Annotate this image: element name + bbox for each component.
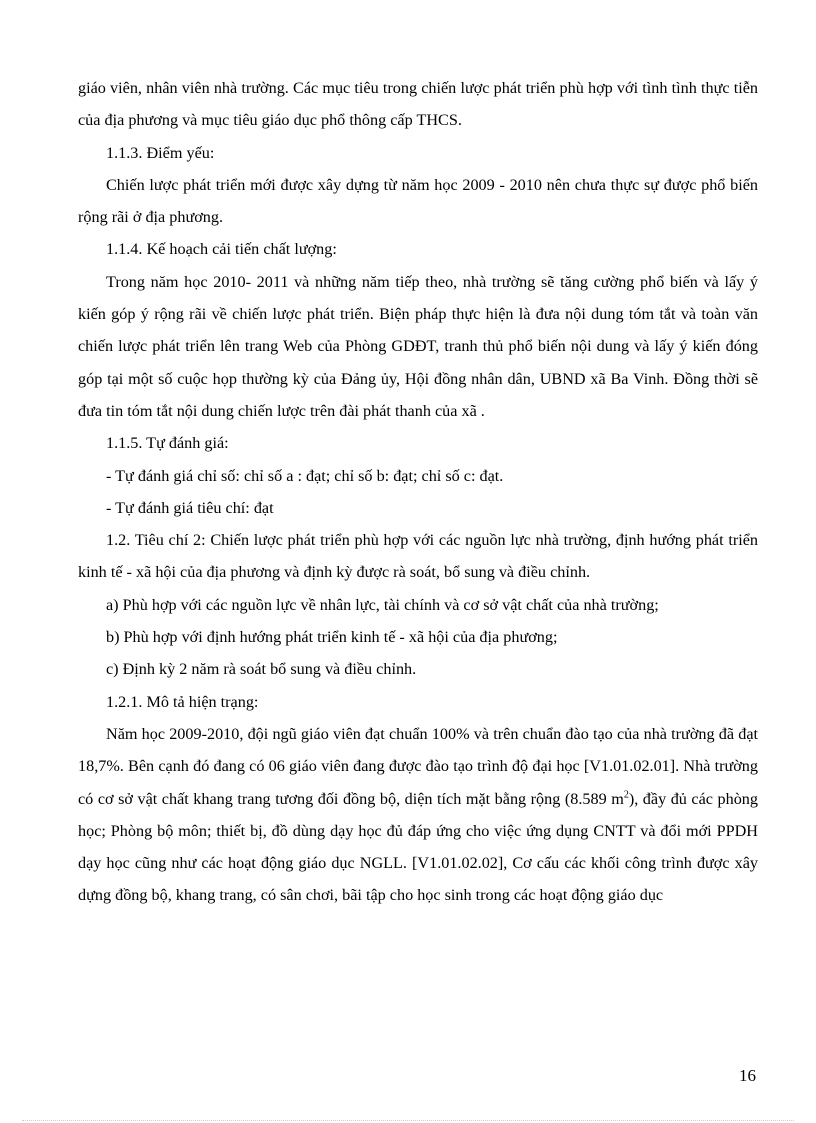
paragraph-improvement-plan: Trong năm học 2010- 2011 và những năm tiếp theo, nhà trường sẽ tăng cường phổ biến và lấy ý kiến góp ý rộng rãi về chiến lược phát triển. Biện pháp thực hiện là đưa nội dung tóm tắt và toàn văn chiến lược phát triển lên trang Web của Phòng GDĐT, tranh thủ phổ biến nội dung và lấy ý kiến đóng góp tại một số cuộc họp thường kỳ của Đảng ủy, Hội đồng nhân dân, UBND xã Ba Vinh. Đồng thời sẽ đưa tin tóm tắt nội dung chiến lược trên đài phát thanh của xã . [78, 272, 758, 420]
page-bottom-divider [22, 1120, 794, 1121]
superscript-2: 2 [623, 789, 629, 801]
paragraph-current-status [78, 718, 758, 912]
paragraph-weakness: Chiến lược phát triển mới được xây dựng từ năm học 2009 - 2010 nên chưa thực sự được phổ biến rộng rãi ở địa phương. [78, 175, 758, 227]
self-assessment-indicators: - Tự đánh giá chỉ số: chỉ số a : đạt; chỉ số b: đạt; chỉ số c: đạt. [106, 466, 504, 485]
current-status-text-a: Năm học 2009-2010, đội ngũ giáo viên đạt chuẩn 100% và trên chuẩn đào tạo của nhà trường đã đạt 18,7%. Bên cạnh đó đang có 06 giáo viên đang được đào tạo trình độ đại học [V1.01.02.01]. Nhà trường có cơ sở vật chất khang trang tương đối đồng bộ, diện tích mặt bằng rộng (8.589 m [78, 724, 758, 808]
heading-1-1-5: 1.1.5. Tự đánh giá: [106, 434, 229, 453]
criterion-item-c: c) Định kỳ 2 năm rà soát bổ sung và điều chỉnh. [106, 660, 417, 679]
criterion-1-2-statement: 1.2. Tiêu chí 2: Chiến lược phát triển phù hợp với các nguồn lực nhà trường, định hướng phát triển kinh tế - xã hội của địa phương và định kỳ được rà soát, bổ sung và điều chỉnh. [78, 531, 758, 582]
criterion-item-b: b) Phù hợp với định hướng phát triển kinh tế - xã hội của địa phương; [106, 628, 558, 647]
document-body [78, 72, 758, 912]
current-status-text-b: ), đầy đủ các phòng học; Phòng bộ môn; thiết bị, đồ dùng dạy học đủ đáp ứng cho việc ứng dụng CNTT và đổi mới PPDH dạy học cũng như các hoạt động giáo dục NGLL. [V1.01.02.02], Cơ cấu các khối công trình được xây dựng đồng bộ, khang trang, có sân chơi, bãi tập cho học sinh trong các hoạt động giáo dục [78, 789, 758, 905]
heading-1-1-4: 1.1.4. Kế hoạch cải tiến chất lượng: [106, 240, 337, 259]
page-number: 16 [739, 1066, 756, 1085]
paragraph-intro-continued: giáo viên, nhân viên nhà trường. Các mục tiêu trong chiến lược phát triển phù hợp với tình tình thực tiễn của địa phương và mục tiêu giáo dục phổ thông cấp THCS. [78, 79, 758, 130]
self-assessment-criterion: - Tự đánh giá tiêu chí: đạt [106, 498, 274, 517]
heading-1-2-1: 1.2.1. Mô tả hiện trạng: [106, 692, 259, 711]
heading-1-1-3: 1.1.3. Điểm yếu: [106, 143, 215, 162]
criterion-item-a: a) Phù hợp với các nguồn lực về nhân lực, tài chính và cơ sở vật chất của nhà trường; [106, 595, 659, 614]
